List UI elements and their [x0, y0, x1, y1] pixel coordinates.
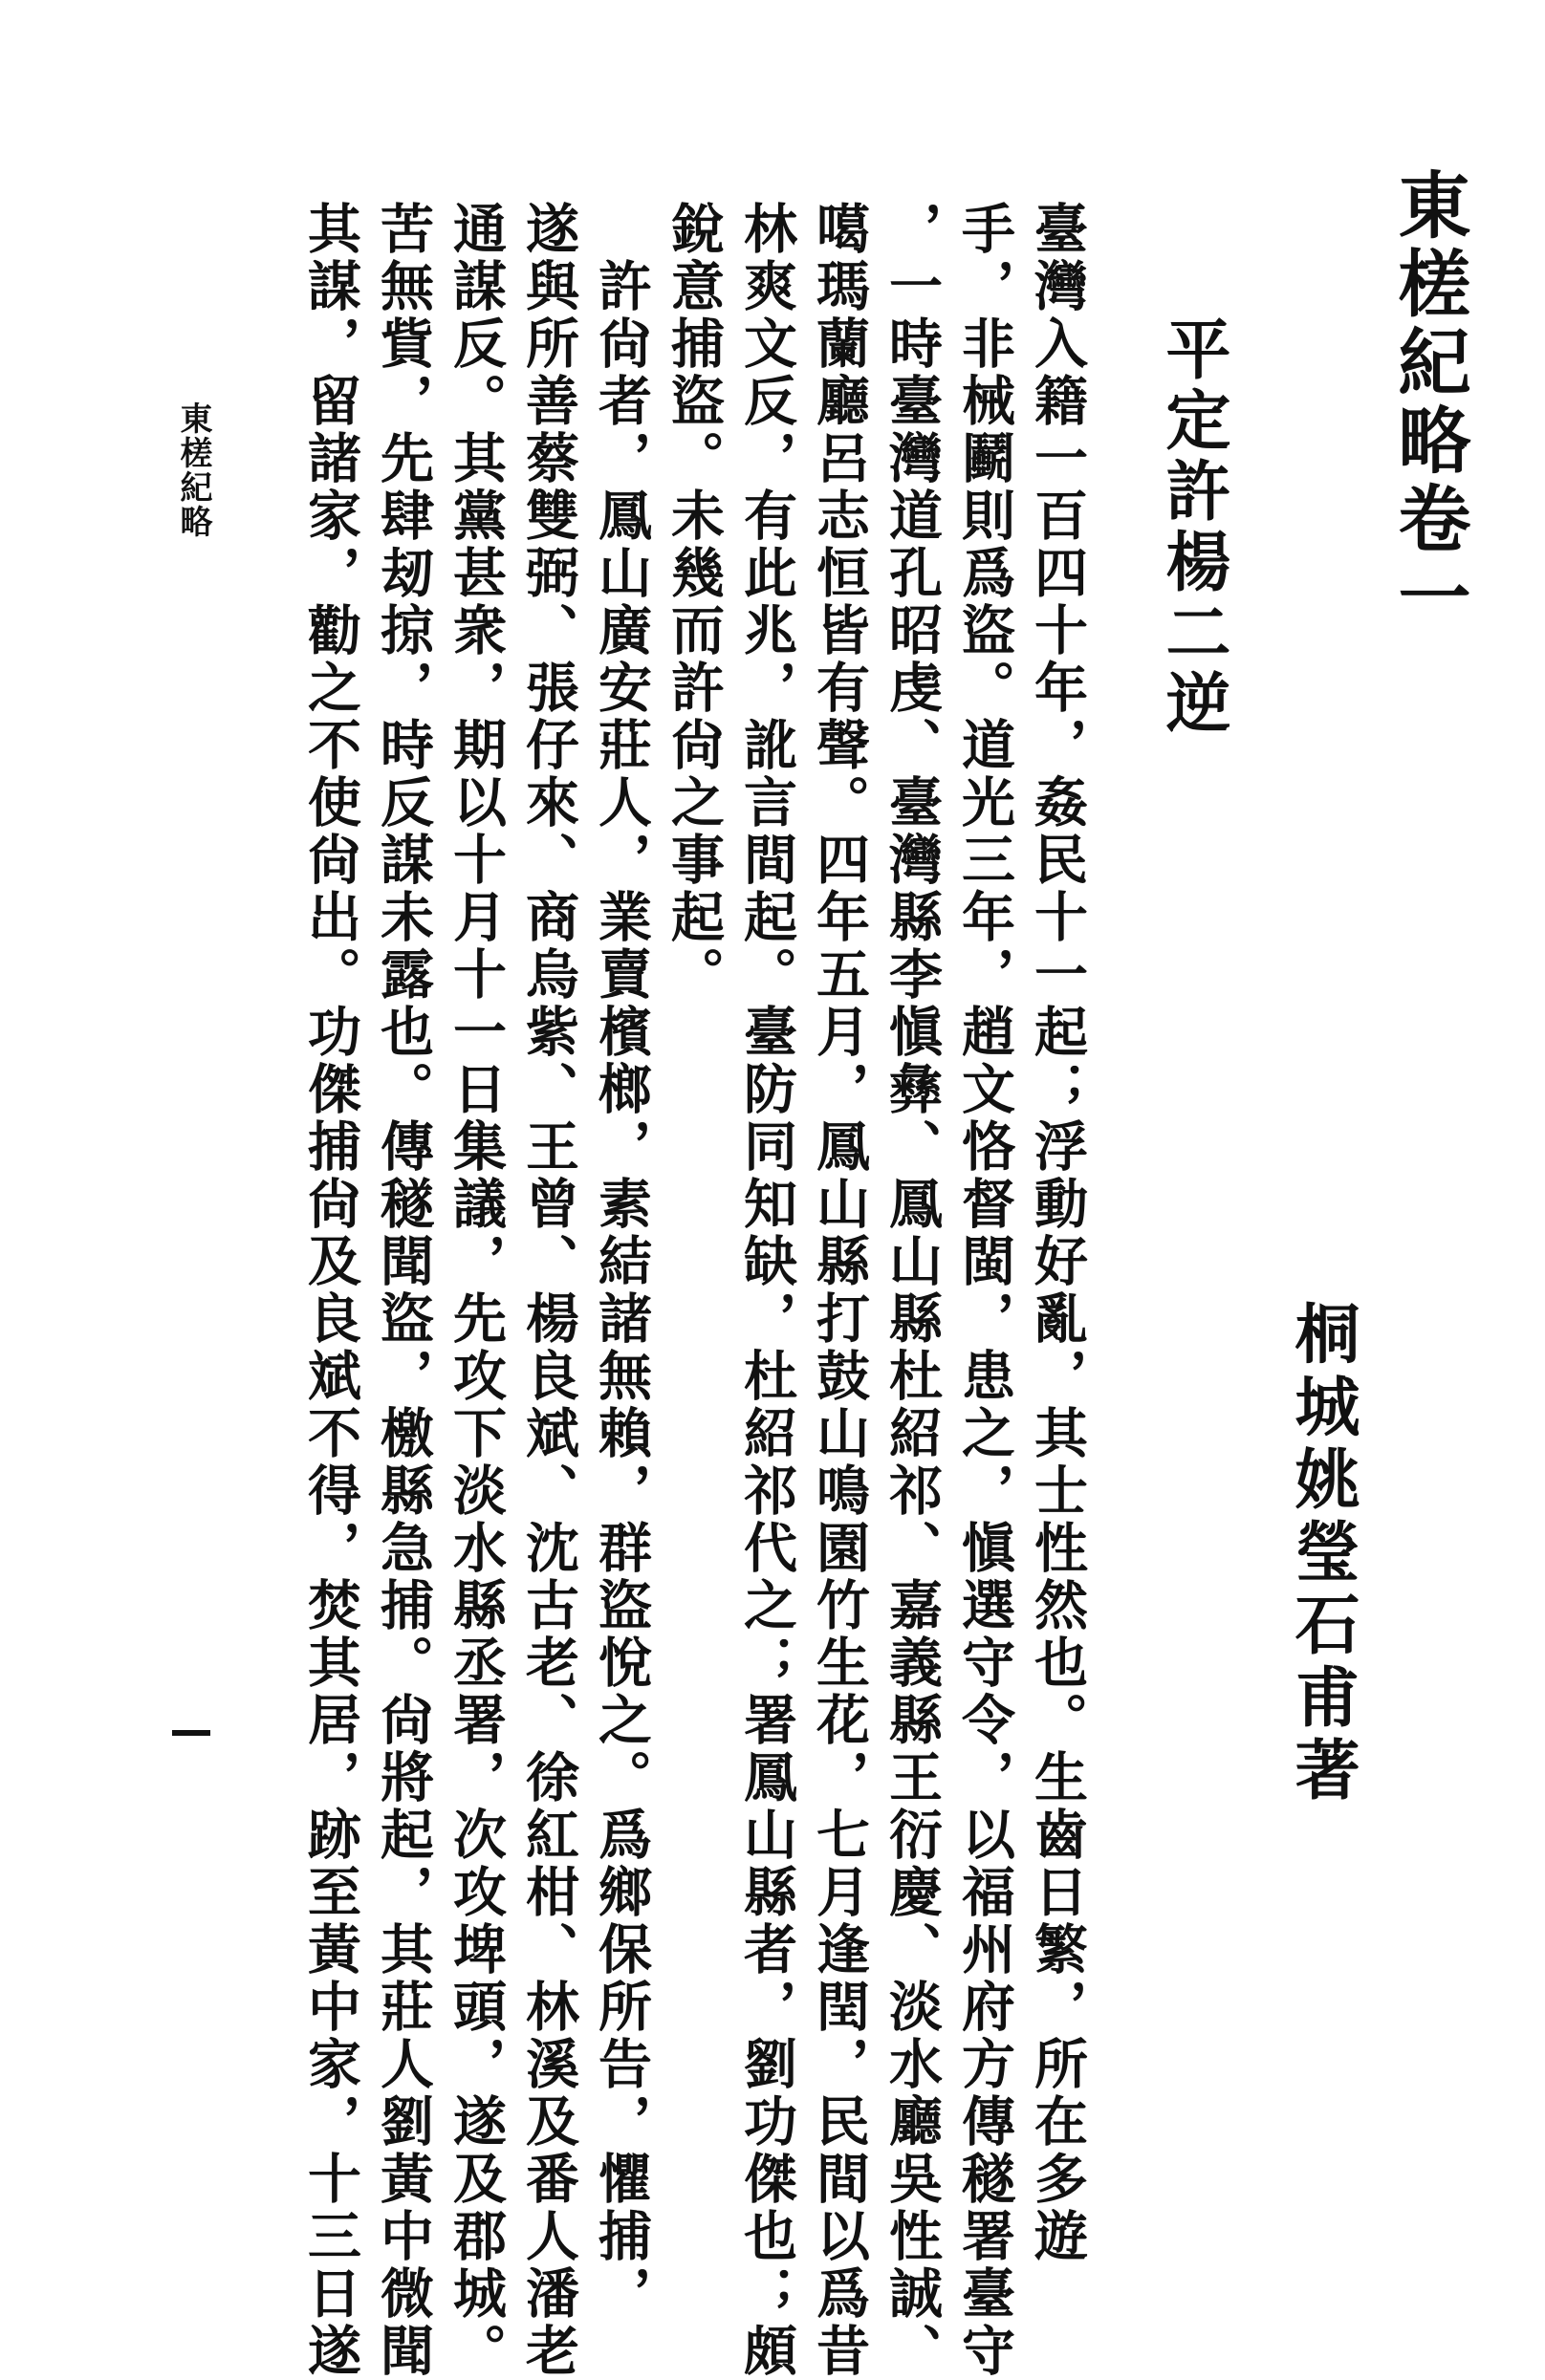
body-column-3: ，一時臺灣道孔昭虔、臺灣縣李愼彝、鳳山縣杜紹祁、嘉義縣王衍慶、淡水廳吳性誠、: [881, 201, 944, 2380]
body-column-6: 銳意捕盜。未幾而許尙之事起。: [663, 201, 726, 1004]
body-column-10: 苦無貲，先肆刼掠，時反謀未露也。傳穟聞盜，檄縣急捕。尙將起，其莊人劉黃中微聞: [372, 201, 435, 2380]
body-column-8: 遂與所善蔡雙弼、張仔來、商烏紫、王曾、楊良斌、沈古老、徐紅柑、林溪及番人潘老: [517, 201, 580, 2380]
section-title: 平定許楊二逆: [1155, 315, 1231, 740]
page-number-text: [172, 1730, 173, 1731]
body-column-9: 通謀反。其黨甚衆，期以十月十一日集議，先攻下淡水縣丞署，次攻埤頭，遂及郡城。: [445, 201, 508, 2380]
author-line: 桐城姚瑩石甫著: [1284, 1300, 1360, 1808]
page-number: [172, 1730, 210, 1736]
body-column-2: 手，非械鬬則爲盜。道光三年，趙文恪督閩，患之，愼選守令，以福州府方傳穟署臺守: [953, 201, 1016, 2380]
book-title: 東槎紀略卷一: [1386, 167, 1471, 638]
body-column-1: 臺灣入籍一百四十年，姦民十一起；浮動好亂，其士性然也。生齒日繁，所在多遊: [1026, 201, 1089, 2265]
body-column-5: 林爽文反，有此兆，訛言間起。臺防同知缺，杜紹祁代之；署鳳山縣者，劉功傑也；頗: [735, 201, 798, 2380]
margin-title: 東槎紀略: [174, 401, 212, 539]
body-column-4: 噶瑪蘭廳呂志恒皆有聲。四年五月，鳳山縣打鼓山鳴園竹生花，七月逢閏，民間以爲昔: [808, 201, 871, 2380]
body-column-11: 其謀，留諸家，勸之不使尙出。功傑捕尙及良斌不得，焚其居，跡至黃中家，十三日遂: [299, 201, 362, 2380]
body-column-7: 許尙者，鳳山廣安莊人，業賣檳榔，素結諸無賴，群盜悅之。爲鄉保所告，懼捕，: [590, 201, 653, 2323]
